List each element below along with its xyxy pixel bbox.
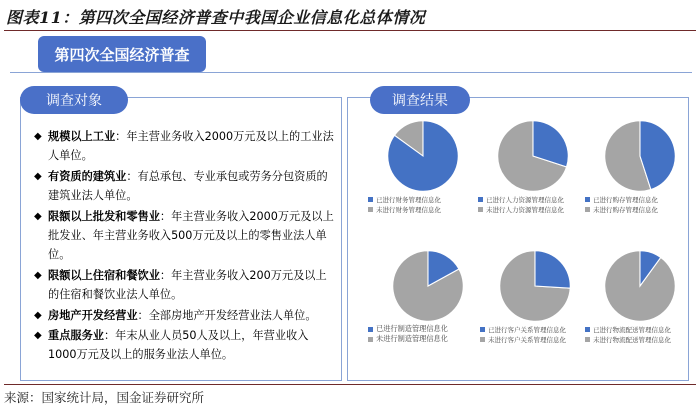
survey-target-list xyxy=(34,127,334,366)
condition-text: ：年主营业务收入2000万元及以上批发业、年主营业务收入500万元及以上的零售业法人单位。 xyxy=(48,209,334,262)
legend-swatch-not-done xyxy=(480,337,485,342)
condition-text: ：有总承包、专业承包或劳务分包资质的建筑业法人单位。 xyxy=(48,169,328,203)
list-item xyxy=(34,326,334,365)
legend-done-label: 已进行财务管理信息化 xyxy=(376,195,441,204)
figure-title: 图表11：第四次全国经济普查中我国企业信息化总体情况 xyxy=(6,8,426,27)
pie-chart xyxy=(499,250,571,322)
banner-divider xyxy=(10,72,692,73)
condition-label: 限额以上住宿和餐饮业 xyxy=(48,268,160,282)
legend-swatch-done xyxy=(480,327,485,332)
pie-legend xyxy=(368,324,488,344)
diamond-bullet-icon: ◆ xyxy=(34,309,42,321)
legend-swatch-done xyxy=(478,197,483,202)
pie-purchase-inventory xyxy=(585,120,695,214)
legend-not-label: 未进行财务管理信息化 xyxy=(376,205,441,214)
legend-done-label: 已进行客户关系管理信息化 xyxy=(488,325,566,334)
condition-text: ：年末从业人员50人及以上，年营业收入1000万元及以上的服务业法人单位。 xyxy=(48,329,309,362)
legend-not-label: 未进行客户关系管理信息化 xyxy=(488,335,566,344)
legend-swatch-not-done xyxy=(585,337,590,342)
condition-label: 规模以上工业 xyxy=(48,130,116,143)
source-divider xyxy=(4,384,696,385)
diamond-bullet-icon: ◆ xyxy=(34,170,42,182)
list-item xyxy=(34,167,334,206)
legend-not-label: 未进行物流配送管理信息化 xyxy=(593,335,671,344)
pie-legend xyxy=(368,194,478,214)
legend-swatch-not-done xyxy=(368,337,373,342)
diamond-bullet-icon: ◆ xyxy=(34,269,42,281)
diamond-bullet-icon: ◆ xyxy=(34,210,42,222)
pie-logistics xyxy=(585,250,695,344)
list-item xyxy=(34,306,334,325)
pie-slice-done xyxy=(535,251,570,288)
pie-manufacturing xyxy=(368,250,488,344)
legend-done-label: 已进行物流配送管理信息化 xyxy=(593,325,671,334)
condition-label: 有资质的建筑业 xyxy=(48,169,127,183)
condition-text: ：年主营业务收入2000万元及以上的工业法人单位。 xyxy=(48,130,334,163)
legend-not-label: 未进行购存管理信息化 xyxy=(593,205,658,214)
legend-swatch-done xyxy=(585,327,590,332)
pie-legend xyxy=(478,194,588,214)
pie-legend xyxy=(585,194,695,214)
pie-chart xyxy=(604,250,676,322)
condition-label: 房地产开发经营业 xyxy=(48,308,138,322)
condition-text: ：年主营业务收入200万元及以上的住宿和餐饮业法人单位。 xyxy=(48,268,327,302)
survey-target-tag: 调查对象 xyxy=(20,86,128,114)
census-banner: 第四次全国经济普查 xyxy=(38,36,206,72)
diamond-bullet-icon: ◆ xyxy=(34,131,42,142)
list-item xyxy=(34,207,334,265)
source-note: 来源：国家统计局，国金证券研究所 xyxy=(4,390,205,405)
legend-swatch-not-done xyxy=(585,207,590,212)
legend-swatch-not-done xyxy=(478,207,483,212)
list-item xyxy=(34,127,334,166)
legend-not-label: 未进行制造管理信息化 xyxy=(376,334,448,343)
pie-finance xyxy=(368,120,478,214)
survey-result-tag: 调查结果 xyxy=(370,86,470,114)
legend-swatch-done xyxy=(368,197,373,202)
legend-swatch-done xyxy=(368,327,373,332)
pie-chart xyxy=(497,120,569,192)
legend-done-label: 已进行购存管理信息化 xyxy=(593,195,658,204)
pie-chart xyxy=(392,250,464,322)
legend-swatch-done xyxy=(585,197,590,202)
diamond-bullet-icon: ◆ xyxy=(34,330,42,342)
condition-label: 限额以上批发和零售业 xyxy=(48,209,160,223)
pie-chart xyxy=(604,120,676,192)
list-item xyxy=(34,266,334,305)
legend-done-label: 已进行人力资源管理信息化 xyxy=(486,195,564,204)
pie-human-resources xyxy=(478,120,588,214)
pie-legend xyxy=(480,324,590,344)
condition-text: ：全部房地产开发经营业法人单位。 xyxy=(137,308,317,322)
legend-not-label: 未进行人力资源管理信息化 xyxy=(486,205,564,214)
pie-chart xyxy=(387,120,459,192)
title-divider xyxy=(4,30,696,31)
legend-swatch-not-done xyxy=(368,207,373,212)
legend-done-label: 已进行制造管理信息化 xyxy=(376,324,448,333)
pie-legend xyxy=(585,324,695,344)
pie-customer-relations xyxy=(480,250,590,344)
condition-label: 重点服务业 xyxy=(48,329,104,343)
